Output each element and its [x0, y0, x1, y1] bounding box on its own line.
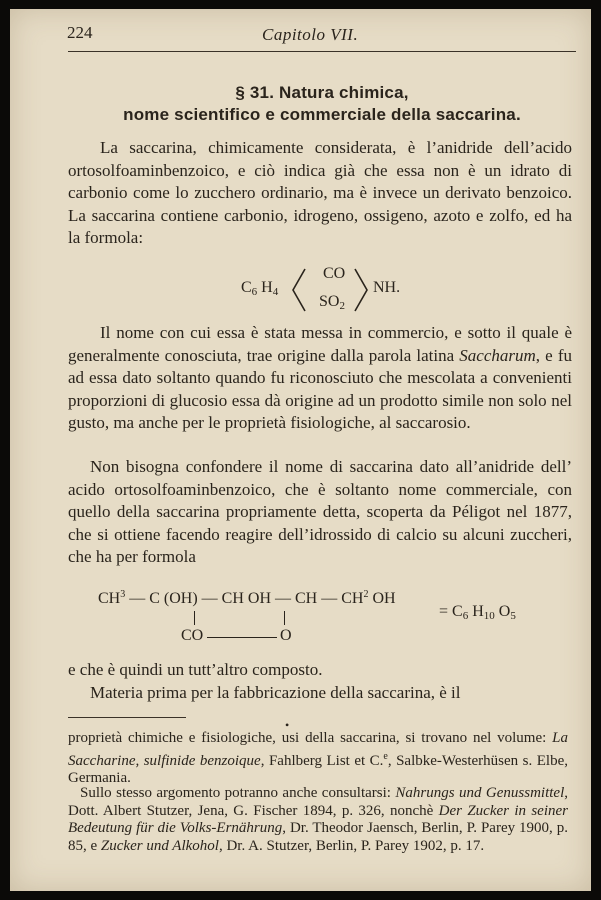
paragraph-4: Materia prima per la fabbricazione della saccarina, è il: [90, 683, 461, 702]
saccharin-formula: [241, 265, 441, 315]
header-rule: [68, 51, 576, 52]
section-title-line1: § 31. Natura chimica,: [235, 83, 409, 102]
book-page: [10, 9, 591, 891]
formula2-main-line: $CH^3$ — C (OH) — CH OH — CH — $CH^2$ OH: [98, 589, 396, 607]
formula2-co: CO: [181, 627, 204, 644]
left-angle-bracket: [289, 265, 309, 315]
formula2-o: O: [280, 627, 292, 644]
running-title: Capitolo VII.: [262, 25, 359, 44]
formula2-equivalent: = $C_6$ $H_{10}$ $O_5$: [439, 603, 516, 622]
peligot-saccharin-formula: [98, 589, 558, 649]
right-angle-bracket: [351, 265, 371, 315]
formula-co: CO: [323, 265, 346, 282]
page-number: 224: [67, 23, 93, 42]
bond-vertical-1: [194, 611, 195, 625]
paragraph-2: Il nome con cui essa è stata messa in commercio, e sotto il quale è generalmente conosciuta, trae origine dalla parola latina Saccharum, e fu ad essa dato soltanto quando fu riconosciuto che mescolata a convenienti proporzioni di glucosio essa dà origine ad un prodotto simile non solo nel gusto, ma anche per le proprietà fisiologiche, al saccarosio.: [68, 323, 572, 433]
page-header: [67, 23, 575, 47]
formula-so2: $SO_2$: [319, 293, 345, 312]
bond-vertical-2: [284, 611, 285, 625]
after-formula-line: e che è quindi un tutt’altro composto.: [68, 660, 323, 679]
formula-nh: NH.: [373, 279, 401, 296]
bond-horizontal: [207, 637, 277, 638]
paragraph-3: Non bisogna confondere il nome di saccarina dato all’anidride dell’ acido ortosolfoaminbenzoico, che è soltanto nome commerciale, con quello della saccarina propriamente detta, scoperta da Péligot nel 1877, che si ottiene facendo reagire dell’idrossido di calcio su alcuni zuccheri, che ha per formola: [68, 457, 572, 567]
paragraph-1: La saccarina, chimicamente considerata, è l’anidride dell’acido ortosolfoaminbenzoico, e ciò indica già che essa non è un idrato di carbonio come lo zucchero ordinario, ma è invece un derivato benzoico. La saccarina contiene carbonio, idrogeno, ossigeno, azoto e zolfo, ed ha la formola:: [68, 138, 572, 248]
section-title-line2: nome scientifico e commerciale della saccarina.: [123, 105, 521, 124]
formula-c6h4: $C_6$ $H_4$: [241, 279, 279, 298]
footnote-rule: [68, 717, 186, 718]
footnote-1: proprietà chimiche e fisiologiche, usi della saccarina, si trovano nel volume: La Saccharine, sulfinide benzoique, Fahlberg List et C.$^e$, Salbke-Westerhüsen s. Elbe, Germania.: [68, 730, 568, 786]
ink-dot: •: [285, 718, 290, 732]
footnote-2: Sullo stesso argomento potranno anche consultarsi: Nahrungs und Genussmittel, Dott. Albert Stutzer, Jena, G. Fischer 1894, p. 326, nonchè Der Zucker in seiner Bedeutung für die Volks-Ernährung, Dr. Theodor Jaensch, Berlin, P. Parey 1900, p. 85, e Zucker und Alkohol, Dr. A. Stutzer, Berlin, P. Parey 1902, p. 17.: [68, 785, 568, 854]
section-title: [70, 82, 574, 126]
